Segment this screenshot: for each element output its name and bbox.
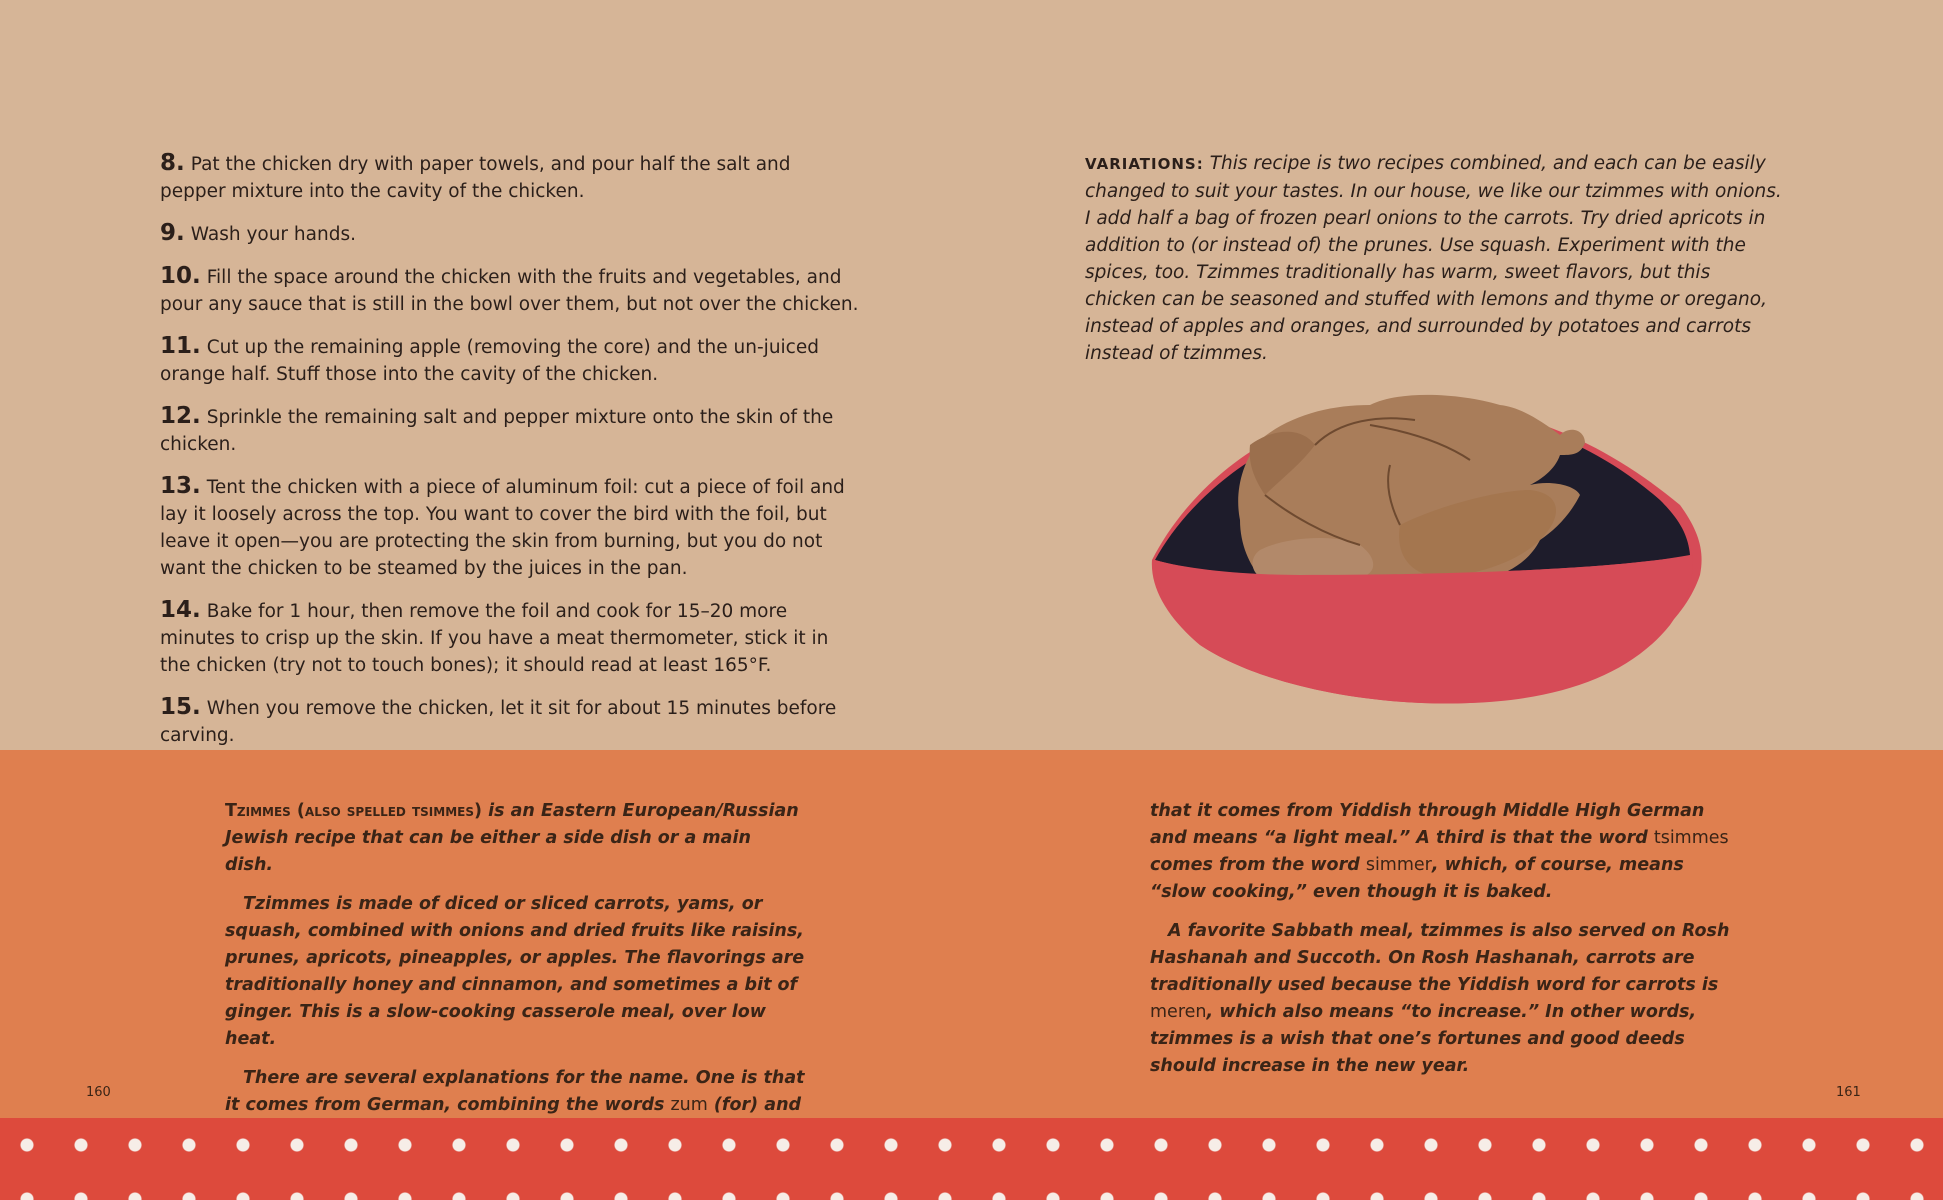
- variations-label: VARIATIONS:: [1085, 155, 1204, 173]
- recipe-steps: [160, 150, 860, 764]
- sidebar-paragraph-4: A favorite Sabbath meal, tzimmes is also served on Rosh Hashanah and Succoth. On Rosh Hashanah, carrots are traditionally used because the Yiddish word for carrots is meren, which also means “to increase.” In other words, tzimmes is a wish that one’s fortunes and good deeds should increase in the new year.: [1150, 921, 1730, 1076]
- step-9: 9. Wash your hands.: [160, 220, 356, 246]
- polka-dot-border: [0, 1118, 1943, 1200]
- page-number-left: 160: [86, 1085, 111, 1100]
- sidebar-intro: Tzimmes (also spelled tsimmes) is an Eastern European/Russian Jewish recipe that can be either a side dish or a main dish.: [225, 801, 799, 875]
- sidebar-paragraph-2: Tzimmes is made of diced or sliced carrots, yams, or squash, combined with onions and dried fruits like raisins, prunes, apricots, pineapples, or apples. The flavorings are traditionally honey and cinnamon, and sometimes a bit of ginger. This is a slow-cooking casserole meal, over low heat.: [225, 894, 805, 1049]
- variations-note: [1085, 150, 1785, 367]
- dish-rim: [1155, 555, 1693, 703]
- step-14: 14. Bake for 1 hour, then remove the foil and cook for 15–20 more minutes to crisp up the skin. If you have a meat thermometer, stick it in the chicken (try not to touch bones); it should read at least 165°F.: [160, 597, 829, 676]
- variations-text: This recipe is two recipes combined, and each can be easily changed to suit your tastes. In our house, we like our tzimmes with onions. I add half a bag of frozen pearl onions to the carrots. Try dried apricots in addition to (or instead of) the prunes. Use squash. Experiment with the spices, too. Tzimmes traditionally has warm, sweet flavors, but this chicken can be seasoned and stuffed with lemons and thyme or oregano, instead of apples and oranges, and surrounded by potatoes and carrots instead of tzimmes.: [1085, 153, 1782, 364]
- step-10: 10. Fill the space around the chicken with the fruits and vegetables, and pour any sauce that is still in the bowl over them, but not over the chicken.: [160, 263, 859, 315]
- step-11: 11. Cut up the remaining apple (removing the core) and the un-juiced orange half. Stuff those into the cavity of the chicken.: [160, 333, 819, 385]
- step-8: 8. Pat the chicken dry with paper towels, and pour half the salt and pepper mixture into the cavity of the chicken.: [160, 150, 791, 202]
- sidebar-paragraph-3: There are several explanations for the name. One is that it comes from German, combining the words zum (for) and: [225, 1068, 805, 1115]
- sidebar-paragraph-3-cont: that it comes from Yiddish through Middle High German and means “a light meal.” A third is that the word tsimmes comes from the word simmer, which, of course, means “slow cooking,” even though it is baked.: [1150, 801, 1729, 902]
- step-13: 13. Tent the chicken with a piece of aluminum foil: cut a piece of foil and lay it loosely across the top. You want to cover the bird with the foil, but leave it open—you are protecting the skin from burning, but you do not want the chicken to be steamed by the juices in the pan.: [160, 473, 845, 579]
- roast-chicken-illustration: [1140, 385, 1710, 715]
- page-number-right: 161: [1836, 1085, 1861, 1100]
- step-15: 15. When you remove the chicken, let it sit for about 15 minutes before carving.: [160, 694, 837, 746]
- sidebar-column-left: [225, 798, 805, 1158]
- step-12: 12. Sprinkle the remaining salt and pepper mixture onto the skin of the chicken.: [160, 403, 834, 455]
- sidebar-column-right: [1150, 798, 1730, 1092]
